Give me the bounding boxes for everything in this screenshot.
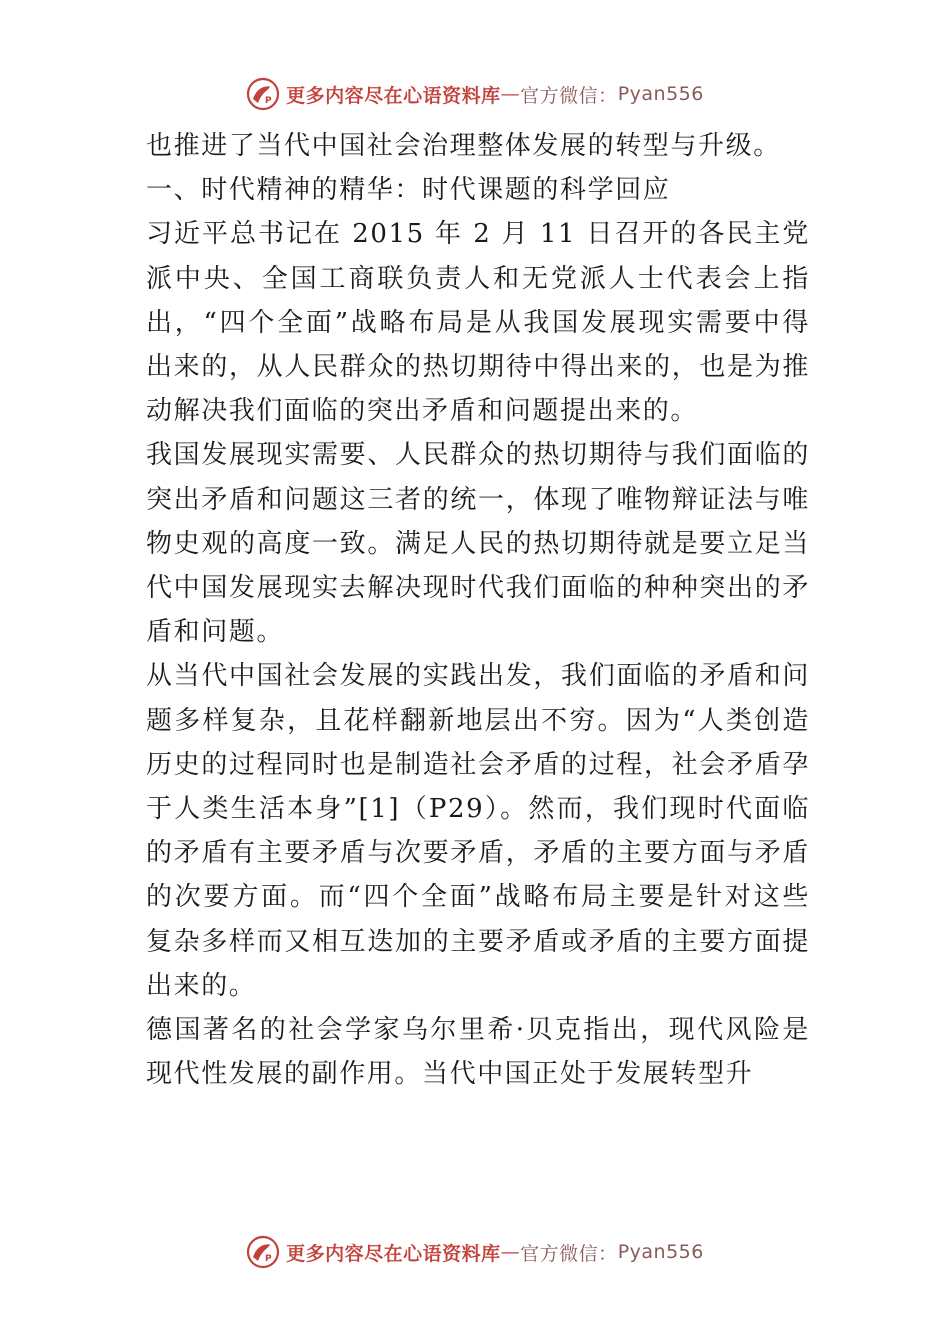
brand-logo-icon — [246, 77, 280, 111]
banner-wechat-label: 官方微信： — [520, 84, 618, 107]
section-heading: 一、时代精神的精华：时代课题的科学回应 — [146, 175, 671, 206]
banner-wechat-id: Pyan556 — [617, 83, 704, 105]
banner-text — [286, 1239, 704, 1266]
banner-separator: — — [500, 83, 521, 105]
paragraph: 德国著名的社会学家乌尔里希·贝克指出，现代风险是现代性发展的副作用。当代中国正处于发展转型升 — [146, 1015, 810, 1090]
banner-main-text: 更多内容尽在心语资料库 — [286, 1242, 501, 1265]
banner-separator: — — [500, 1241, 521, 1263]
paragraph: 习近平总书记在 2015 年 2 月 11 日召开的各民主党派中央、全国工商联负责人和无党派人士代表会上指出，“四个全面”战略布局是从我国发展现实需要中得出来的，从人民群众的热切期待中得出来的，也是为推动解决我们面临的突出矛盾和问题提出来的。 — [146, 219, 810, 427]
banner-wechat-label: 官方微信： — [520, 1242, 618, 1265]
paragraph: 我国发展现实需要、人民群众的热切期待与我们面临的突出矛盾和问题这三者的统一，体现了唯物辩证法与唯物史观的高度一致。满足人民的热切期待就是要立足当代中国发展现实去解决现时代我们面临的种种突出的矛盾和问题。 — [146, 440, 810, 648]
header-watermark-banner — [0, 74, 950, 114]
paragraph: 从当代中国社会发展的实践出发，我们面临的矛盾和问题多样复杂，且花样翻新地层出不穷。因为“人类创造历史的过程同时也是制造社会矛盾的过程，社会矛盾孕于人类生活本身”[1]（P29）。然而，我们现时代面临的矛盾有主要矛盾与次要矛盾，矛盾的主要方面与矛盾的次要方面。而“四个全面”战略布局主要是针对这些复杂多样而又相互迭加的主要矛盾或矛盾的主要方面提出来的。 — [146, 661, 810, 1001]
banner-text — [286, 81, 704, 108]
brand-logo-icon — [246, 1235, 280, 1269]
banner-wechat-id: Pyan556 — [617, 1241, 704, 1263]
svg-text:P: P — [265, 1254, 272, 1264]
document-body — [146, 124, 810, 1096]
paragraph-continuation: 也推进了当代中国社会治理整体发展的转型与升级。 — [146, 131, 781, 161]
footer-watermark-banner — [0, 1232, 950, 1272]
svg-text:P: P — [265, 96, 272, 106]
banner-main-text: 更多内容尽在心语资料库 — [286, 84, 501, 107]
